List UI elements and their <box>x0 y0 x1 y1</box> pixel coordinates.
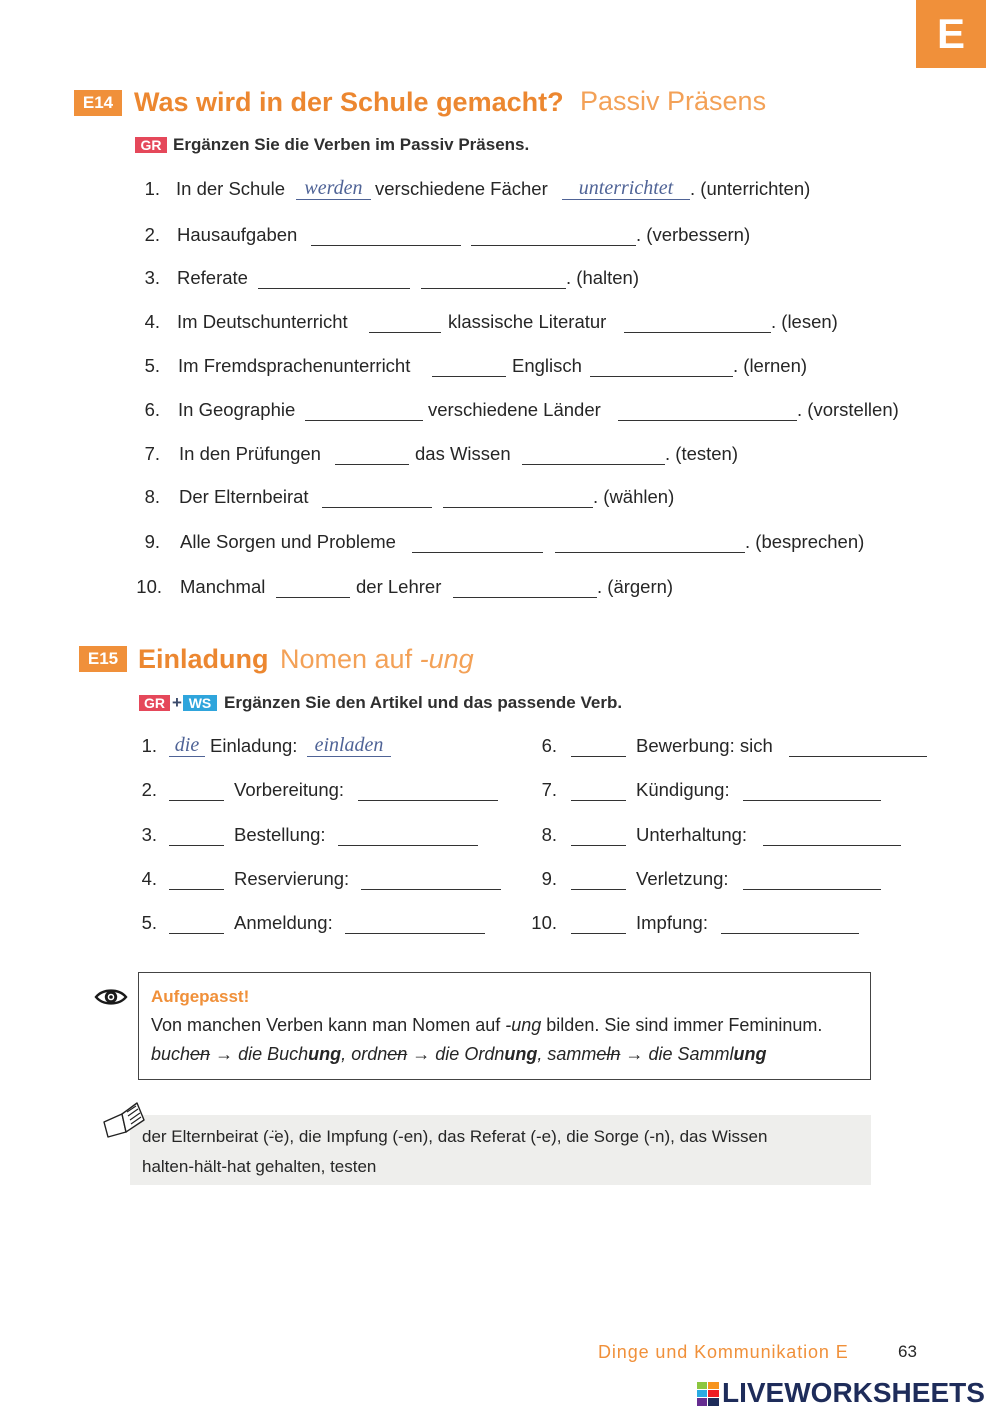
item-text: Manchmal <box>180 576 266 597</box>
item-hint: . (verbessern) <box>636 224 751 245</box>
grammar-tag: GR <box>139 695 170 711</box>
item-hint: . (unterrichten) <box>690 178 811 199</box>
answer-blank[interactable] <box>311 223 461 246</box>
answer-blank[interactable] <box>555 530 745 553</box>
item-text: Im Fremdsprachenunterricht <box>178 355 411 376</box>
item-text: Der Elternbeirat <box>179 486 309 507</box>
example-arrow: → <box>412 1044 431 1064</box>
example-arrow: → <box>625 1044 644 1064</box>
liveworksheets-logo-icon <box>697 1382 719 1406</box>
note-title: Aufgepasst! <box>151 987 250 1006</box>
example-noun-stem: die Ordn <box>435 1044 505 1064</box>
exercise-subtitle: Passiv Präsens <box>580 86 767 116</box>
noun-text: Reservierung: <box>234 868 350 889</box>
wortschatz-tag: WS <box>183 695 217 711</box>
noun-text: Impfung: <box>636 912 708 933</box>
item-text: Alle Sorgen und Probleme <box>180 531 396 552</box>
answer-blank[interactable] <box>453 575 597 598</box>
item-number: 9. <box>144 531 160 552</box>
e14-item-row <box>0 485 1000 509</box>
answer-blank[interactable] <box>421 266 566 289</box>
e15-item-row <box>0 911 1000 935</box>
item-hint: . (lernen) <box>733 355 808 376</box>
e14-item-row <box>0 398 1000 422</box>
item-number: 1. <box>141 735 157 756</box>
item-number: 7. <box>541 779 557 800</box>
e14-item-row <box>0 442 1000 466</box>
example-stem: buch <box>151 1044 191 1064</box>
answer-blank[interactable] <box>305 398 423 421</box>
item-text: In Geographie <box>178 399 296 420</box>
answer-blank[interactable] <box>432 354 506 377</box>
article-blank[interactable] <box>571 911 626 934</box>
verb-blank[interactable] <box>743 778 881 801</box>
item-number: 5. <box>144 355 160 376</box>
vocabulary-line: halten-hält-hat gehalten, testen <box>142 1157 377 1176</box>
note-text <box>151 1013 822 1037</box>
item-hint: . (besprechen) <box>745 531 865 552</box>
exercise-instruction: Ergänzen Sie die Verben im Passiv Präsens. <box>173 135 530 154</box>
item-number: 4. <box>144 311 160 332</box>
item-text: Im Deutschunterricht <box>177 311 348 332</box>
e15-item-row <box>0 823 1000 847</box>
item-text: verschiedene Fächer <box>375 178 548 199</box>
e15-item-row <box>0 778 1000 802</box>
eye-icon <box>94 987 128 1007</box>
example-stem: ordn <box>351 1044 388 1064</box>
item-number: 1. <box>144 178 160 199</box>
page-number: 63 <box>898 1342 917 1361</box>
note-text-suffix: -ung <box>505 1015 542 1035</box>
exercise-title: Einladung <box>138 644 269 674</box>
tag-plus: + <box>172 693 182 712</box>
item-number: 8. <box>541 824 557 845</box>
subtitle-text: Nomen auf <box>280 644 413 674</box>
item-number: 10. <box>531 912 557 933</box>
verb-blank[interactable] <box>743 867 881 890</box>
example-noun-stem: die Buch <box>238 1044 309 1064</box>
e14-item-row <box>0 310 1000 334</box>
noun-text: Bewerbung: sich <box>636 735 773 756</box>
example-ending: eln <box>596 1044 621 1064</box>
answer-blank[interactable] <box>471 223 636 246</box>
answer-blank[interactable] <box>590 354 733 377</box>
example-suffix: ung <box>504 1044 538 1064</box>
item-hint: . (wählen) <box>593 486 675 507</box>
e14-item-row <box>0 530 1000 554</box>
answer-blank[interactable] <box>443 485 593 508</box>
item-number: 2. <box>144 224 160 245</box>
item-text: Referate <box>177 267 248 288</box>
noun-text: Einladung: <box>210 735 298 756</box>
item-text: verschiedene Länder <box>428 399 601 420</box>
e14-item-row <box>0 354 1000 378</box>
item-number: 6. <box>541 735 557 756</box>
item-text: der Lehrer <box>356 576 442 597</box>
note-text-start: Von manchen Verben kann man Nomen auf <box>151 1015 501 1035</box>
answer-blank[interactable] <box>522 442 665 465</box>
item-number: 5. <box>141 912 157 933</box>
note-examples <box>151 1042 766 1066</box>
book-icon <box>100 1100 146 1138</box>
item-number: 6. <box>144 399 160 420</box>
item-text: In der Schule <box>176 178 286 199</box>
subtitle-suffix: -ung <box>419 644 474 674</box>
liveworksheets-logo[interactable]: LIVEWORKSHEETS <box>722 1377 985 1408</box>
answer-blank[interactable] <box>412 530 543 553</box>
item-number: 9. <box>541 868 557 889</box>
handwritten-answer: unterrichtet <box>578 177 674 199</box>
item-number: 10. <box>136 576 162 597</box>
e14-item-row <box>0 575 1000 599</box>
item-hint: . (testen) <box>665 443 738 464</box>
noun-text: Anmeldung: <box>234 912 333 933</box>
article-blank[interactable] <box>571 734 626 757</box>
e15-item-row <box>0 734 1000 758</box>
item-text: Hausaufgaben <box>177 224 298 245</box>
e14-item-row <box>0 266 1000 290</box>
chapter-tab: E <box>916 0 986 68</box>
example-arrow: → <box>215 1044 234 1064</box>
exercise-subtitle <box>280 644 474 674</box>
item-hint: . (ärgern) <box>597 576 674 597</box>
item-number: 7. <box>144 443 160 464</box>
answer-blank-example <box>562 177 690 200</box>
example-separator: , <box>537 1044 543 1064</box>
item-text: klassische Literatur <box>448 311 607 332</box>
answer-blank[interactable] <box>369 310 441 333</box>
noun-text: Bestellung: <box>234 824 326 845</box>
example-ending: en <box>387 1044 408 1064</box>
verb-blank[interactable] <box>763 823 901 846</box>
answer-blank[interactable] <box>322 485 432 508</box>
e14-item-row <box>0 177 1000 201</box>
verb-blank[interactable] <box>721 911 859 934</box>
item-text: Englisch <box>512 355 582 376</box>
article-blank[interactable] <box>571 867 626 890</box>
item-text: In den Prüfungen <box>179 443 321 464</box>
article-blank[interactable] <box>571 778 626 801</box>
answer-blank[interactable] <box>276 575 350 598</box>
noun-text: Unterhaltung: <box>636 824 748 845</box>
example-ending: en <box>190 1044 211 1064</box>
item-hint: . (halten) <box>566 267 640 288</box>
grammar-tag: GR <box>135 137 167 153</box>
verb-blank[interactable] <box>789 734 927 757</box>
answer-blank[interactable] <box>624 310 771 333</box>
answer-blank[interactable] <box>335 442 409 465</box>
footer-chapter: Dinge und Kommunikation E <box>598 1342 849 1362</box>
noun-text: Vorbereitung: <box>234 779 345 800</box>
answer-blank[interactable] <box>618 398 797 421</box>
exercise-badge: E15 <box>79 646 127 672</box>
example-noun-stem: die Samml <box>648 1044 734 1064</box>
item-number: 8. <box>144 486 160 507</box>
article-blank[interactable] <box>571 823 626 846</box>
handwritten-answer: einladen <box>314 734 384 756</box>
handwritten-answer: werden <box>304 177 363 199</box>
item-number: 2. <box>141 779 157 800</box>
item-hint: . (lesen) <box>771 311 838 332</box>
e15-item-row <box>0 867 1000 891</box>
vocabulary-line: der Elternbeirat (-̈e), die Impfung (-en), das Referat (-e), die Sorge (-n), das Wissen <box>142 1127 768 1146</box>
exercise-title: Was wird in der Schule gemacht? <box>134 87 564 117</box>
exercise-badge: E14 <box>74 90 122 116</box>
e14-item-row <box>0 223 1000 247</box>
note-text-end: bilden. Sie sind immer Femininum. <box>546 1015 823 1035</box>
exercise-instruction: Ergänzen Sie den Artikel und das passende Verb. <box>224 693 623 712</box>
example-stem: samm <box>547 1044 597 1064</box>
item-text: das Wissen <box>415 443 511 464</box>
noun-text: Kündigung: <box>636 779 730 800</box>
answer-blank-example <box>296 177 371 200</box>
example-separator: , <box>341 1044 347 1064</box>
item-number: 4. <box>141 868 157 889</box>
handwritten-answer: die <box>174 734 200 756</box>
item-hint: . (vorstellen) <box>797 399 899 420</box>
noun-text: Verletzung: <box>636 868 729 889</box>
example-suffix: ung <box>733 1044 767 1064</box>
item-number: 3. <box>141 824 157 845</box>
answer-blank[interactable] <box>258 266 410 289</box>
item-number: 3. <box>144 267 160 288</box>
example-suffix: ung <box>308 1044 342 1064</box>
